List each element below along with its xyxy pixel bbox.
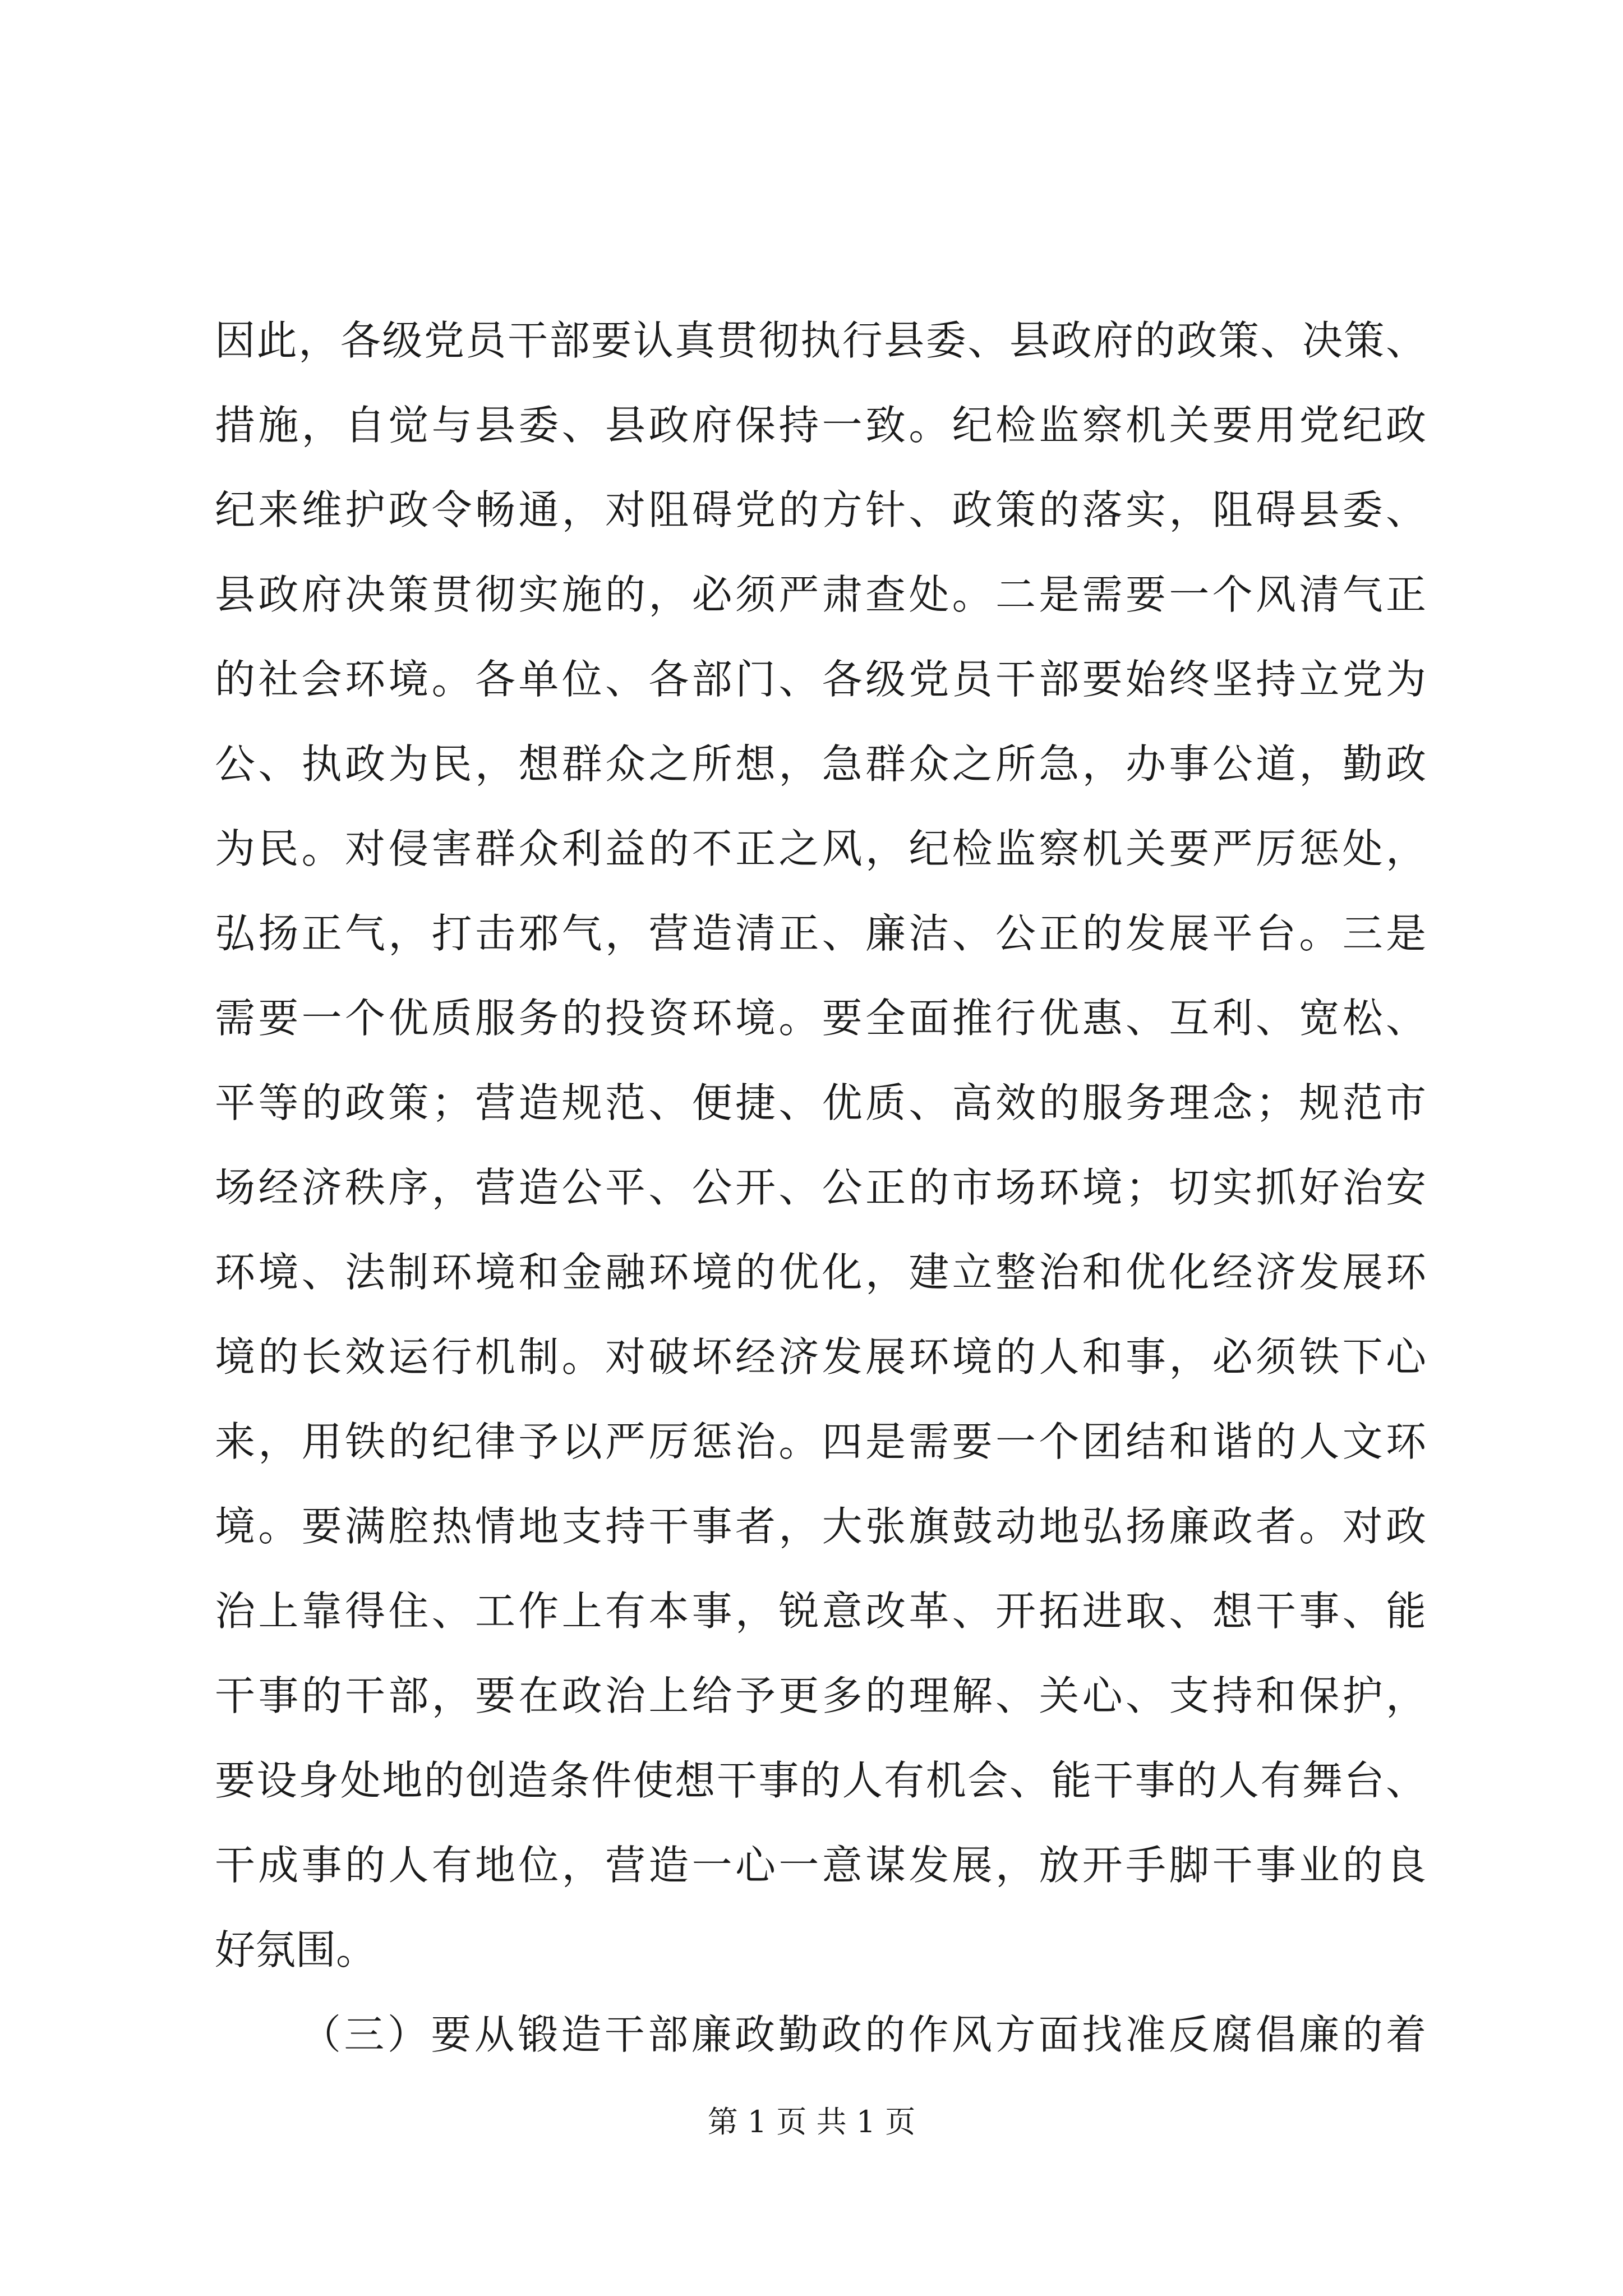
text-line: 平等的政策；营造规范、便捷、优质、高效的服务理念；规范市 [215, 1079, 1426, 1126]
text-line: 场经济秩序，营造公平、公开、公正的市场环境；切实抓好治安 [215, 1164, 1426, 1211]
text-line: 好氛围。 [215, 1926, 377, 1973]
text-line: 境的长效运行机制。对破坏经济发展环境的人和事，必须铁下心 [215, 1333, 1426, 1381]
text-line: 环境、法制环境和金融环境的优化，建立整治和优化经济发展环 [215, 1249, 1426, 1296]
text-line: 要设身处地的创造条件使想干事的人有机会、能干事的人有舞台、 [215, 1757, 1426, 1804]
text-line: 为民。对侵害群众利益的不正之风，纪检监察机关要严厉惩处， [215, 825, 1426, 872]
section-heading-line: （三）要从锻造干部廉政勤政的作风方面找准反腐倡廉的着 [301, 2011, 1426, 2058]
text-line: 公、执政为民，想群众之所想，急群众之所急，办事公道，勤政 [215, 740, 1426, 788]
text-line: 需要一个优质服务的投资环境。要全面推行优惠、互利、宽松、 [215, 995, 1426, 1042]
text-line: 干事的干部，要在政治上给予更多的理解、关心、支持和保护， [215, 1672, 1426, 1719]
page-number-footer: 第 1 页 共 1 页 [707, 2104, 916, 2139]
text-line: 治上靠得住、工作上有本事，锐意改革、开拓进取、想干事、能 [215, 1588, 1426, 1635]
text-line: 的社会环境。各单位、各部门、各级党员干部要始终坚持立党为 [215, 656, 1426, 703]
text-line: 境。要满腔热情地支持干事者，大张旗鼓动地弘扬廉政者。对政 [215, 1503, 1426, 1550]
text-line: 措施，自觉与县委、县政府保持一致。纪检监察机关要用党纪政 [215, 402, 1426, 449]
text-line: 因此，各级党员干部要认真贯彻执行县委、县政府的政策、决策、 [215, 317, 1426, 364]
text-line: 来，用铁的纪律予以严厉惩治。四是需要一个团结和谐的人文环 [215, 1418, 1426, 1465]
text-line: 县政府决策贯彻实施的，必须严肃查处。二是需要一个风清气正 [215, 571, 1426, 618]
text-line: 纪来维护政令畅通，对阻碍党的方针、政策的落实，阻碍县委、 [215, 486, 1426, 533]
text-line: 弘扬正气，打击邪气，营造清正、廉洁、公正的发展平台。三是 [215, 910, 1426, 957]
text-line: 干成事的人有地位，营造一心一意谋发展，放开手脚干事业的良 [215, 1842, 1426, 1889]
